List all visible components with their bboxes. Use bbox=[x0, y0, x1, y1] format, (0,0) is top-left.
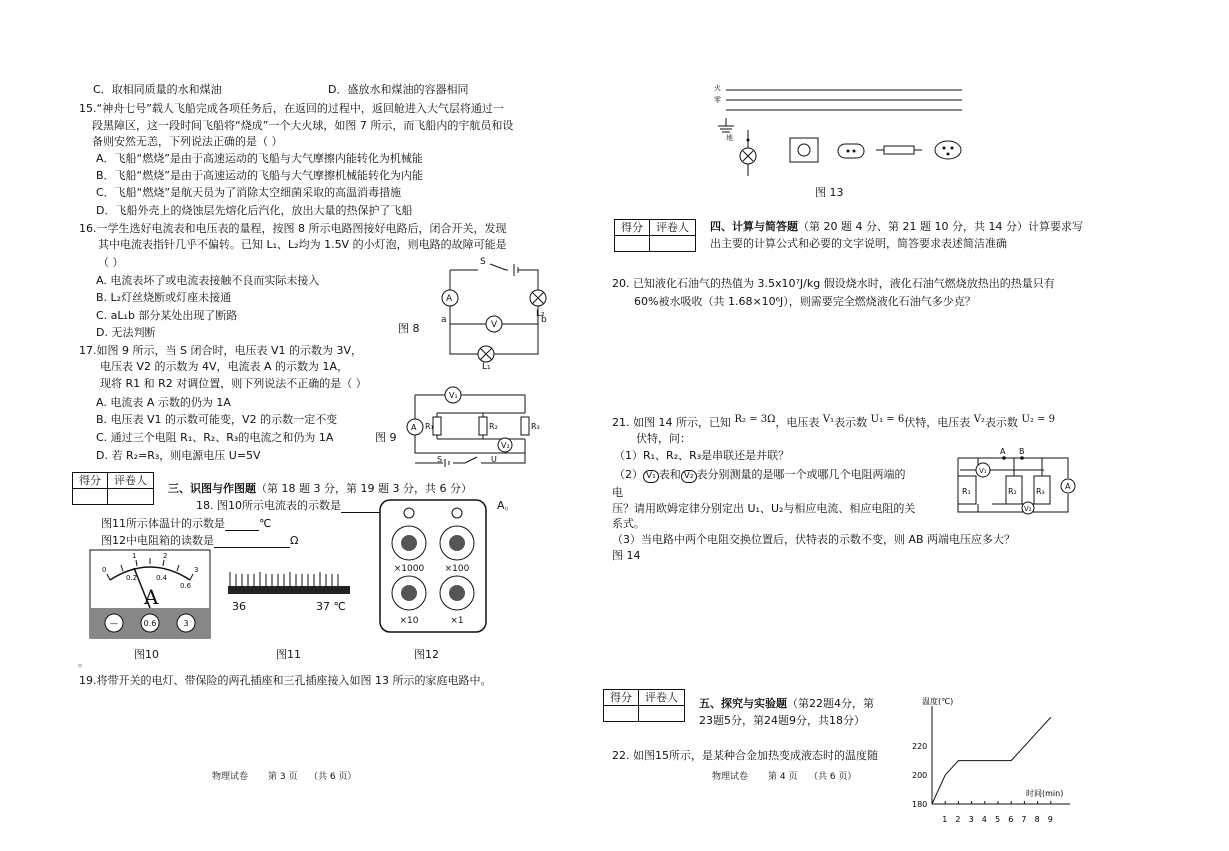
fig8-circuit bbox=[438, 258, 550, 370]
q20-line1: 20. 已知液化石油气的热值为 3.5x10⁷J/kg 假设烧水时，液化石油气燃烧放热出的热量只有 bbox=[612, 277, 1055, 290]
q18-line3-text: 图12中电阻箱的读数是 bbox=[101, 534, 214, 547]
q14-option-d: D．盛放水和煤油的容器相同 bbox=[328, 83, 469, 96]
svg-text:V₁: V₁ bbox=[449, 391, 458, 400]
footer-left bbox=[212, 772, 356, 783]
q20-line2: 60%被水吸收（共 1.68×10⁶J），则需要完全燃烧液化石油气多少克？ bbox=[634, 295, 976, 308]
q15-option-c: C．飞船“燃烧”是航天员为了消除太空细菌采取的高温消毒措施 bbox=[96, 186, 402, 199]
fig14-r2-label: R₂ bbox=[1008, 487, 1017, 496]
fig14-circuit bbox=[952, 446, 1072, 518]
section4-title: 四、计算与简答题 bbox=[710, 220, 798, 233]
score-cell-label: 得分 bbox=[604, 690, 639, 706]
fig15-y-tick-label: 180 bbox=[912, 800, 928, 809]
q17-option-d: D. 若 R₂=R₃，则电源电压 U=5V bbox=[96, 449, 261, 462]
fig12-multiplier-1: ×1 bbox=[450, 616, 464, 626]
svg-text:R₂: R₂ bbox=[489, 422, 498, 431]
q17-line3: 现将 R1 和 R2 对调位置，则下列说法不正确的是（ ） bbox=[100, 377, 367, 390]
section5-note: （第22题4分，第 bbox=[787, 697, 874, 710]
fig14-r3-label: R₃ bbox=[1036, 487, 1045, 496]
fig14-node-a: A bbox=[1000, 447, 1006, 456]
q21-part2-line4: 系式。 bbox=[612, 517, 645, 530]
fig8-ammeter-label: A bbox=[446, 294, 453, 304]
footer-right-page: 第 4 页 bbox=[768, 772, 798, 782]
fig15-x-tick-label: 9 bbox=[1047, 815, 1053, 824]
q19-text: 19.将带开关的电灯、带保险的两孔插座和三孔插座接入如图 13 所示的家庭电路中。 bbox=[79, 674, 492, 687]
fig10-terminal-06: 0.6 bbox=[143, 619, 157, 628]
fig15-x-tick-label: 7 bbox=[1021, 815, 1027, 824]
svg-text:0: 0 bbox=[102, 566, 107, 574]
q21-part2-line2: 电 bbox=[612, 486, 623, 499]
fig10-terminal-3: 3 bbox=[183, 619, 189, 628]
q18-line1 bbox=[196, 499, 391, 513]
fig15-x-tick-label: 3 bbox=[968, 815, 974, 824]
svg-text:R₁: R₁ bbox=[425, 422, 434, 431]
section5-line2: 23题5分，第24题9分，共18分） bbox=[699, 714, 865, 727]
q22-text: 22. 如图15所示，是某种合金加热变成液态时的温度随 bbox=[612, 749, 878, 762]
q21-r2: R₂ = 3Ω bbox=[734, 414, 776, 425]
fig8-switch-label: S bbox=[480, 257, 486, 267]
section4-line2: 出主要的计算公式和必要的文字说明，简答要求表述简洁准确 bbox=[710, 237, 1007, 250]
q18-line1-unit: A。 bbox=[497, 499, 516, 512]
fig8-node-a: a bbox=[441, 315, 447, 325]
reviewer-cell-label: 评卷人 bbox=[650, 220, 696, 236]
fig11-thermometer bbox=[228, 566, 350, 616]
score-box-section3 bbox=[72, 472, 154, 505]
fig9-caption: 图 9 bbox=[375, 431, 397, 444]
fig15-y-tick-label: 220 bbox=[912, 742, 928, 752]
svg-text:A: A bbox=[1065, 482, 1071, 491]
svg-text:2: 2 bbox=[163, 552, 168, 560]
svg-text:V₂: V₂ bbox=[1024, 505, 1032, 513]
svg-text:A: A bbox=[411, 423, 417, 432]
reviewer-cell-label: 评卷人 bbox=[639, 690, 685, 706]
q21-p2-text-a: （2） bbox=[614, 468, 643, 481]
q21-p2-text-b: 表和 bbox=[658, 468, 681, 481]
q18-line2-unit: ℃ bbox=[259, 517, 272, 530]
q21-v1: V₁ bbox=[822, 414, 835, 425]
fig14-caption: 图 14 bbox=[612, 549, 641, 562]
svg-text:0.6: 0.6 bbox=[180, 582, 192, 590]
reviewer-cell-blank[interactable] bbox=[650, 236, 696, 252]
fig10-caption: 图10 bbox=[134, 648, 159, 661]
section4-heading bbox=[710, 220, 1083, 234]
fig13-neutral-label: 零 bbox=[714, 96, 721, 104]
score-cell-blank[interactable] bbox=[73, 489, 108, 505]
q21-text-b: ，电压表 bbox=[775, 416, 820, 429]
footer-left-subject: 物理试卷 bbox=[212, 772, 249, 782]
q18-answer-blank-3[interactable] bbox=[214, 547, 290, 548]
q18-line1-text: 18. 图10所示电流表的示数是 bbox=[196, 499, 341, 512]
section3-title: 三、识图与作图题 bbox=[168, 482, 256, 495]
q21-u1: U₁ = 6 bbox=[870, 414, 905, 425]
svg-text:U: U bbox=[491, 455, 497, 464]
q16-option-c: C. aL₁b 部分某处出现了断路 bbox=[96, 309, 238, 322]
reviewer-cell-blank[interactable] bbox=[639, 706, 685, 722]
fig10-terminal-minus: — bbox=[110, 619, 118, 628]
fig13-caption: 图 13 bbox=[815, 186, 844, 199]
q18-line2 bbox=[101, 517, 271, 531]
q16-line1: 16.一学生选好电流表和电压表的量程，按图 8 所示电路图接好电路后，闭合开关，发现 bbox=[79, 222, 507, 235]
q17-line2: 电压表 V2 的示数为 4V，电流表 A 的示数为 1A， bbox=[100, 360, 349, 373]
fig14-node-b: B bbox=[1019, 447, 1025, 456]
svg-text:0.2: 0.2 bbox=[126, 574, 138, 582]
q16-option-a: A. 电流表坏了或电流表接触不良而实际未接入 bbox=[96, 274, 320, 287]
fig15-x-tick-label: 6 bbox=[1008, 815, 1014, 824]
fig8-caption: 图 8 bbox=[398, 322, 420, 335]
q15-option-d: D．飞船外壳上的烧蚀层先熔化后汽化，放出大量的热保护了飞船 bbox=[96, 204, 413, 217]
fig15-ylabel: 温度(℃) bbox=[922, 697, 954, 706]
fig15-chart bbox=[900, 697, 1080, 826]
q17-option-a: A. 电流表 A 示数的仍为 1A bbox=[96, 396, 231, 409]
svg-text:0.4: 0.4 bbox=[156, 574, 168, 582]
section3-heading bbox=[168, 482, 472, 496]
fig13-earth-label: 地 bbox=[726, 134, 733, 142]
q21-part3: （3）当电路中两个电阻交换位置后，伏特表的示数不变，则 AB 两端电压应多大？ bbox=[612, 533, 1016, 546]
fig15-x-tick-label: 1 bbox=[942, 815, 948, 824]
reviewer-cell-blank[interactable] bbox=[108, 489, 154, 505]
fig15-x-tick-label: 8 bbox=[1034, 815, 1040, 824]
score-box-section5 bbox=[603, 689, 685, 722]
q16-line2: 其中电流表指针几乎不偏转。已知 L₁、L₂均为 1.5V 的小灯泡，则电路的故障可能是 bbox=[98, 238, 507, 251]
svg-text:1: 1 bbox=[132, 552, 137, 560]
q15-line2: 段黑障区，这一段时间飞船将“烧成”一个大火球，如图 7 所示，而飞船内的宇航员和设 bbox=[92, 119, 514, 132]
q21-part2-line1 bbox=[614, 468, 906, 483]
q21-line2: 伏特，问： bbox=[636, 432, 691, 445]
fig9-circuit bbox=[405, 383, 545, 473]
reviewer-cell-label: 评卷人 bbox=[108, 473, 154, 489]
stray-dot: 。 bbox=[78, 656, 89, 669]
fig8-l1-label: L₁ bbox=[482, 362, 491, 372]
q18-line3-unit: Ω bbox=[290, 534, 299, 547]
q18-line2-text: 图11所示体温计的示数是 bbox=[101, 517, 225, 530]
fig12-multiplier-10: ×10 bbox=[399, 616, 419, 626]
fig15-y-tick-label: 200 bbox=[912, 771, 928, 781]
fig10-letter: A bbox=[144, 585, 159, 609]
footer-left-page: 第 3 页 bbox=[268, 772, 298, 782]
q17-option-b: B. 电压表 V1 的示数可能变，V2 的示数一定不变 bbox=[96, 413, 338, 426]
q18-answer-blank-2[interactable] bbox=[225, 530, 259, 531]
q15-option-b: B．飞船“燃烧”是由于高速运动的飞船与大气摩擦机械能转化为内能 bbox=[96, 169, 423, 182]
footer-right bbox=[712, 772, 856, 783]
q21-part1: （1）R₁、R₂、R₃是串联还是并联？ bbox=[614, 449, 790, 462]
q21-text-e: 表示数 bbox=[984, 416, 1018, 429]
fig11-caption: 图11 bbox=[276, 648, 301, 661]
score-cell-blank[interactable] bbox=[615, 236, 650, 252]
fig8-l2-label: L₂ bbox=[536, 309, 545, 319]
q17-line1: 17.如图 9 所示，当 S 闭合时，电压表 V1 的示数为 3V， bbox=[79, 344, 362, 357]
q18-line3 bbox=[101, 534, 298, 548]
score-cell-label: 得分 bbox=[73, 473, 108, 489]
q21-text-d: 伏特，电压表 bbox=[904, 416, 971, 429]
q21-p2-v1-icon: V₁ bbox=[643, 470, 659, 483]
fig11-right-label: 37 ℃ bbox=[316, 600, 346, 613]
fig10-ammeter bbox=[90, 550, 210, 638]
q21-p2-v2-icon: V₂ bbox=[681, 470, 697, 483]
fig15-x-tick-label: 4 bbox=[981, 815, 987, 824]
q21-line1 bbox=[612, 414, 1055, 430]
svg-text:V₁: V₁ bbox=[979, 467, 987, 475]
section5-heading bbox=[699, 697, 874, 711]
q15-option-a: A．飞船“燃烧”是由于高速运动的飞船与大气摩擦内能转化为机械能 bbox=[96, 152, 423, 165]
fig14-r1-label: R₁ bbox=[962, 487, 971, 496]
fig15-xlabel: 时间(min) bbox=[1026, 789, 1064, 798]
q21-text-a: 21. 如图 14 所示，已知 bbox=[612, 416, 731, 429]
footer-left-total: （共 6 页） bbox=[308, 772, 357, 782]
section4-note: （第 20 题 4 分、第 21 题 10 分，共 14 分）计算要求写 bbox=[798, 220, 1083, 233]
fig13-live-label: 火 bbox=[714, 84, 721, 92]
q21-p2-text-c: 表分别测量的是哪一个或哪几个电阻两端的 bbox=[696, 468, 906, 481]
fig13-household-circuit bbox=[712, 82, 972, 182]
fig11-left-label: 36 bbox=[232, 600, 246, 613]
q16-option-d: D. 无法判断 bbox=[96, 326, 156, 339]
section5-title: 五、探究与实验题 bbox=[699, 697, 787, 710]
svg-text:R₃: R₃ bbox=[531, 422, 540, 431]
fig15-x-tick-label: 5 bbox=[995, 815, 1001, 824]
q15-line3: 备则安然无恙，下列说法正确的是（ ） bbox=[92, 135, 283, 148]
q17-option-c: C. 通过三个电阻 R₁、R₂、R₃的电流之和仍为 1A bbox=[96, 431, 334, 444]
fig8-voltmeter-label: V bbox=[491, 320, 498, 330]
fig12-multiplier-100: ×100 bbox=[444, 564, 470, 574]
q14-option-c: C．取相同质量的水和煤油 bbox=[93, 83, 222, 96]
fig12-caption: 图12 bbox=[414, 648, 439, 661]
q16-option-b: B. L₂灯丝烧断或灯座未接通 bbox=[96, 291, 232, 304]
score-cell-label: 得分 bbox=[615, 220, 650, 236]
fig12-resistance-box bbox=[379, 499, 487, 633]
svg-text:3: 3 bbox=[194, 566, 199, 574]
q21-u2: U₂ = 9 bbox=[1021, 414, 1055, 425]
score-cell-blank[interactable] bbox=[604, 706, 639, 722]
q16-line3: （ ） bbox=[98, 256, 124, 269]
footer-right-subject: 物理试卷 bbox=[712, 772, 749, 782]
fig15-x-tick-label: 2 bbox=[955, 815, 961, 824]
score-box-section4 bbox=[614, 219, 696, 252]
section3-note: （第 18 题 3 分，第 19 题 3 分，共 6 分） bbox=[256, 482, 472, 495]
fig8-node-b: b bbox=[541, 315, 547, 325]
q21-v2: V₂ bbox=[973, 414, 985, 425]
svg-text:S: S bbox=[437, 455, 443, 464]
footer-right-total: （共 6 页） bbox=[808, 772, 857, 782]
q21-part2-line3: 压？请用欧姆定律分别定出 U₁、U₂与相应电流、相应电阻的关 bbox=[612, 502, 916, 515]
fig12-multiplier-1000: ×1000 bbox=[393, 564, 425, 574]
q15-line1: 15.“神舟七号”载人飞船完成各项任务后，在返回的过程中，返回舱进入大气层将通过一 bbox=[79, 102, 504, 115]
svg-text:V₂: V₂ bbox=[501, 441, 510, 450]
q21-text-c: 表示数 bbox=[834, 416, 868, 429]
